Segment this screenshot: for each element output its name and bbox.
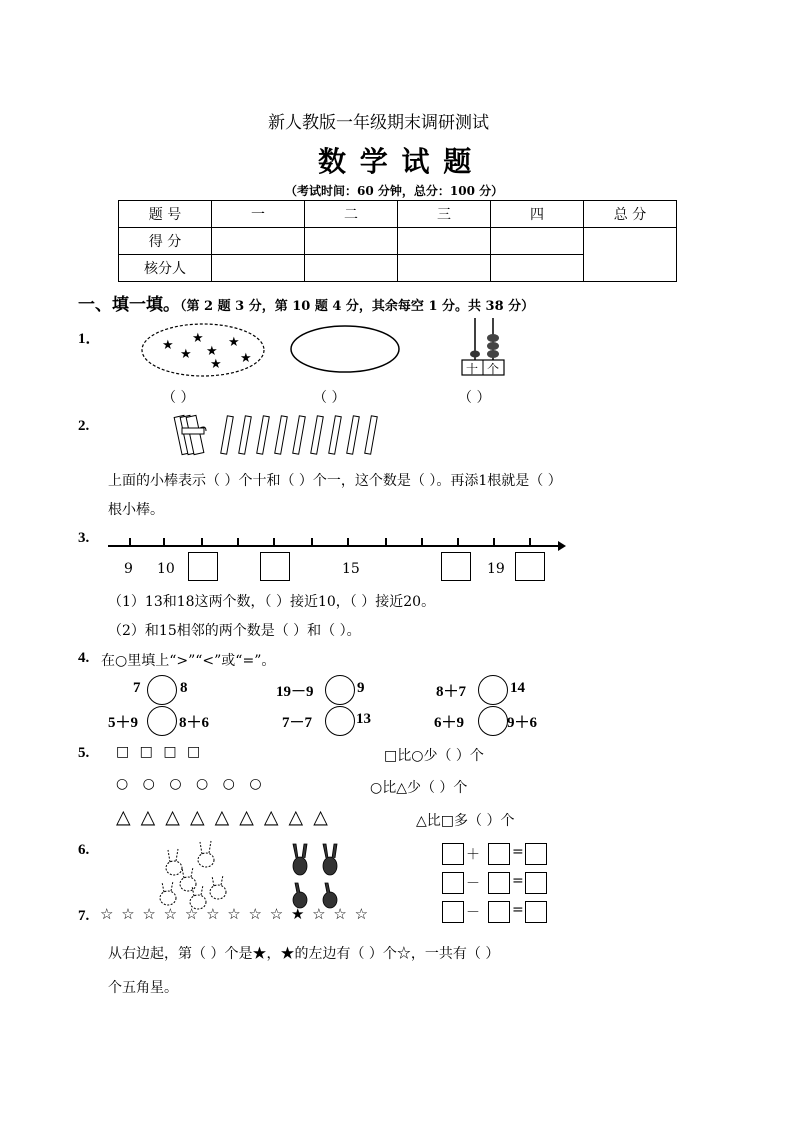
svg-text:★: ★ — [228, 335, 240, 350]
equation-eq: = — [512, 873, 524, 889]
equation-box[interactable] — [442, 872, 464, 894]
stars-in-ellipse — [140, 322, 270, 380]
q1-blank[interactable]: （ ） — [458, 390, 491, 406]
circle-row: ○ ○ ○ ○ ○ ○ — [116, 776, 262, 792]
col-2: 二 — [305, 201, 398, 228]
equation-box[interactable] — [525, 901, 547, 923]
checker-cell[interactable] — [212, 255, 305, 282]
row-header-question: 题 号 — [119, 201, 212, 228]
equation-box[interactable] — [488, 901, 510, 923]
svg-text:★: ★ — [210, 357, 222, 372]
compare-left: 8＋7 — [436, 684, 467, 700]
checker-cell[interactable] — [305, 255, 398, 282]
col-3: 三 — [398, 201, 491, 228]
q1-blank[interactable]: （ ） — [313, 390, 346, 406]
equation-eq: = — [512, 844, 524, 860]
compare-right: 8＋6 — [179, 715, 210, 731]
section-heading — [78, 290, 534, 315]
equation-box[interactable] — [488, 843, 510, 865]
compare-circle[interactable] — [325, 675, 355, 705]
svg-text:★: ★ — [206, 344, 218, 359]
answer-box[interactable] — [260, 552, 290, 581]
q3-sub1: （1）13和18这两个数，（ ）接近10，（ ）接近20。 — [108, 594, 436, 610]
compare-left: 6＋9 — [434, 715, 465, 731]
svg-text:★: ★ — [192, 331, 204, 346]
compare-left: 7 — [133, 680, 141, 696]
tick-label: 19 — [487, 561, 505, 577]
compare-right: 9 — [357, 680, 365, 696]
compare-circle[interactable] — [325, 706, 355, 736]
equation-op: － — [466, 876, 480, 892]
tick-label: 15 — [342, 561, 360, 577]
compare-right: 14 — [510, 680, 525, 696]
equation-box[interactable] — [525, 872, 547, 894]
sticks-icon — [172, 410, 392, 458]
score-table — [118, 200, 677, 282]
compare-right: 13 — [356, 711, 371, 727]
q2-line2: 根小棒。 — [108, 502, 164, 518]
exam-info: （考试时间：60 分钟，总分：100 分） — [285, 184, 504, 198]
answer-box[interactable] — [188, 552, 218, 581]
compare-right: 9＋6 — [507, 715, 538, 731]
q5-text1: □比○少（ ）个 — [384, 748, 484, 764]
total-cell[interactable] — [584, 228, 677, 282]
col-1: 一 — [212, 201, 305, 228]
empty-ellipse — [290, 325, 402, 375]
q4-number: 4. — [78, 650, 90, 666]
equation-eq: = — [512, 902, 524, 918]
q1-blank[interactable]: （ ） — [162, 390, 195, 406]
score-cell[interactable] — [212, 228, 305, 255]
abacus-label-tens: 十 — [466, 362, 479, 376]
svg-text:★: ★ — [240, 351, 252, 366]
svg-text:★: ★ — [162, 338, 174, 353]
section-title: 一、填一填。 — [78, 295, 180, 315]
q3-sub2: （2）和15相邻的两个数是（ ）和（ ）。 — [108, 623, 361, 639]
svg-text:★: ★ — [180, 347, 192, 362]
compare-circle[interactable] — [478, 675, 508, 705]
tick-label: 10 — [157, 561, 175, 577]
triangle-row: △ △ △ △ △ △ △ △ △ — [116, 806, 328, 828]
score-cell[interactable] — [398, 228, 491, 255]
equation-box[interactable] — [442, 901, 464, 923]
q1-number: 1． — [78, 331, 101, 347]
star-row: ☆ ☆ ☆ ☆ ☆ ☆ ☆ ☆ ☆ ★ ☆ ☆ ☆ — [100, 905, 369, 923]
page-title: 数 学 试 题 — [318, 145, 474, 178]
q3-number: 3. — [78, 530, 90, 546]
number-line — [106, 537, 568, 553]
q5-text2: ○比△少（ ）个 — [370, 780, 468, 796]
compare-circle[interactable] — [478, 706, 508, 736]
checker-cell[interactable] — [398, 255, 491, 282]
q4-instruction: 在○里填上“>”“<”或“=”。 — [101, 653, 276, 669]
q7-number: 7. — [78, 908, 90, 924]
col-total: 总 分 — [584, 201, 677, 228]
compare-left: 19－9 — [276, 684, 314, 700]
compare-circle[interactable] — [147, 675, 177, 705]
exam-subtitle: 新人教版一年级期末调研测试 — [268, 113, 489, 133]
row-header-checker: 核分人 — [119, 255, 212, 282]
compare-left: 5＋9 — [108, 715, 139, 731]
tick-label: 9 — [124, 561, 133, 577]
equation-op: ＋ — [466, 847, 480, 863]
q2-line1: 上面的小棒表示（ ）个十和（ ）个一，这个数是（ ）。再添1根就是（ ） — [108, 473, 562, 489]
abacus-label-ones: 个 — [487, 362, 500, 376]
equation-box[interactable] — [525, 843, 547, 865]
row-header-score: 得 分 — [119, 228, 212, 255]
compare-circle[interactable] — [147, 706, 177, 736]
section-note: （第 2 题 3 分，第 10 题 4 分，其余每空 1 分。共 38 分） — [180, 299, 535, 314]
equation-box[interactable] — [442, 843, 464, 865]
q6-number: 6. — [78, 842, 90, 858]
checker-cell[interactable] — [491, 255, 584, 282]
rabbits-filled-icon — [286, 842, 356, 914]
q7-line2: 个五角星。 — [108, 980, 178, 996]
square-row: □ □ □ □ — [116, 744, 201, 760]
q2-number: 2. — [78, 418, 90, 434]
score-cell[interactable] — [305, 228, 398, 255]
equation-box[interactable] — [488, 872, 510, 894]
compare-right: 8 — [180, 680, 188, 696]
q5-text3: △比□多（ ）个 — [416, 813, 515, 829]
compare-left: 7－7 — [282, 715, 313, 731]
q5-number: 5. — [78, 745, 90, 761]
answer-box[interactable] — [441, 552, 471, 581]
q7-line1: 从右边起，第（ ）个是★，★的左边有（ ）个☆，一共有（ ） — [108, 946, 500, 962]
col-4: 四 — [491, 201, 584, 228]
score-cell[interactable] — [491, 228, 584, 255]
answer-box[interactable] — [515, 552, 545, 581]
equation-op: － — [466, 905, 480, 921]
